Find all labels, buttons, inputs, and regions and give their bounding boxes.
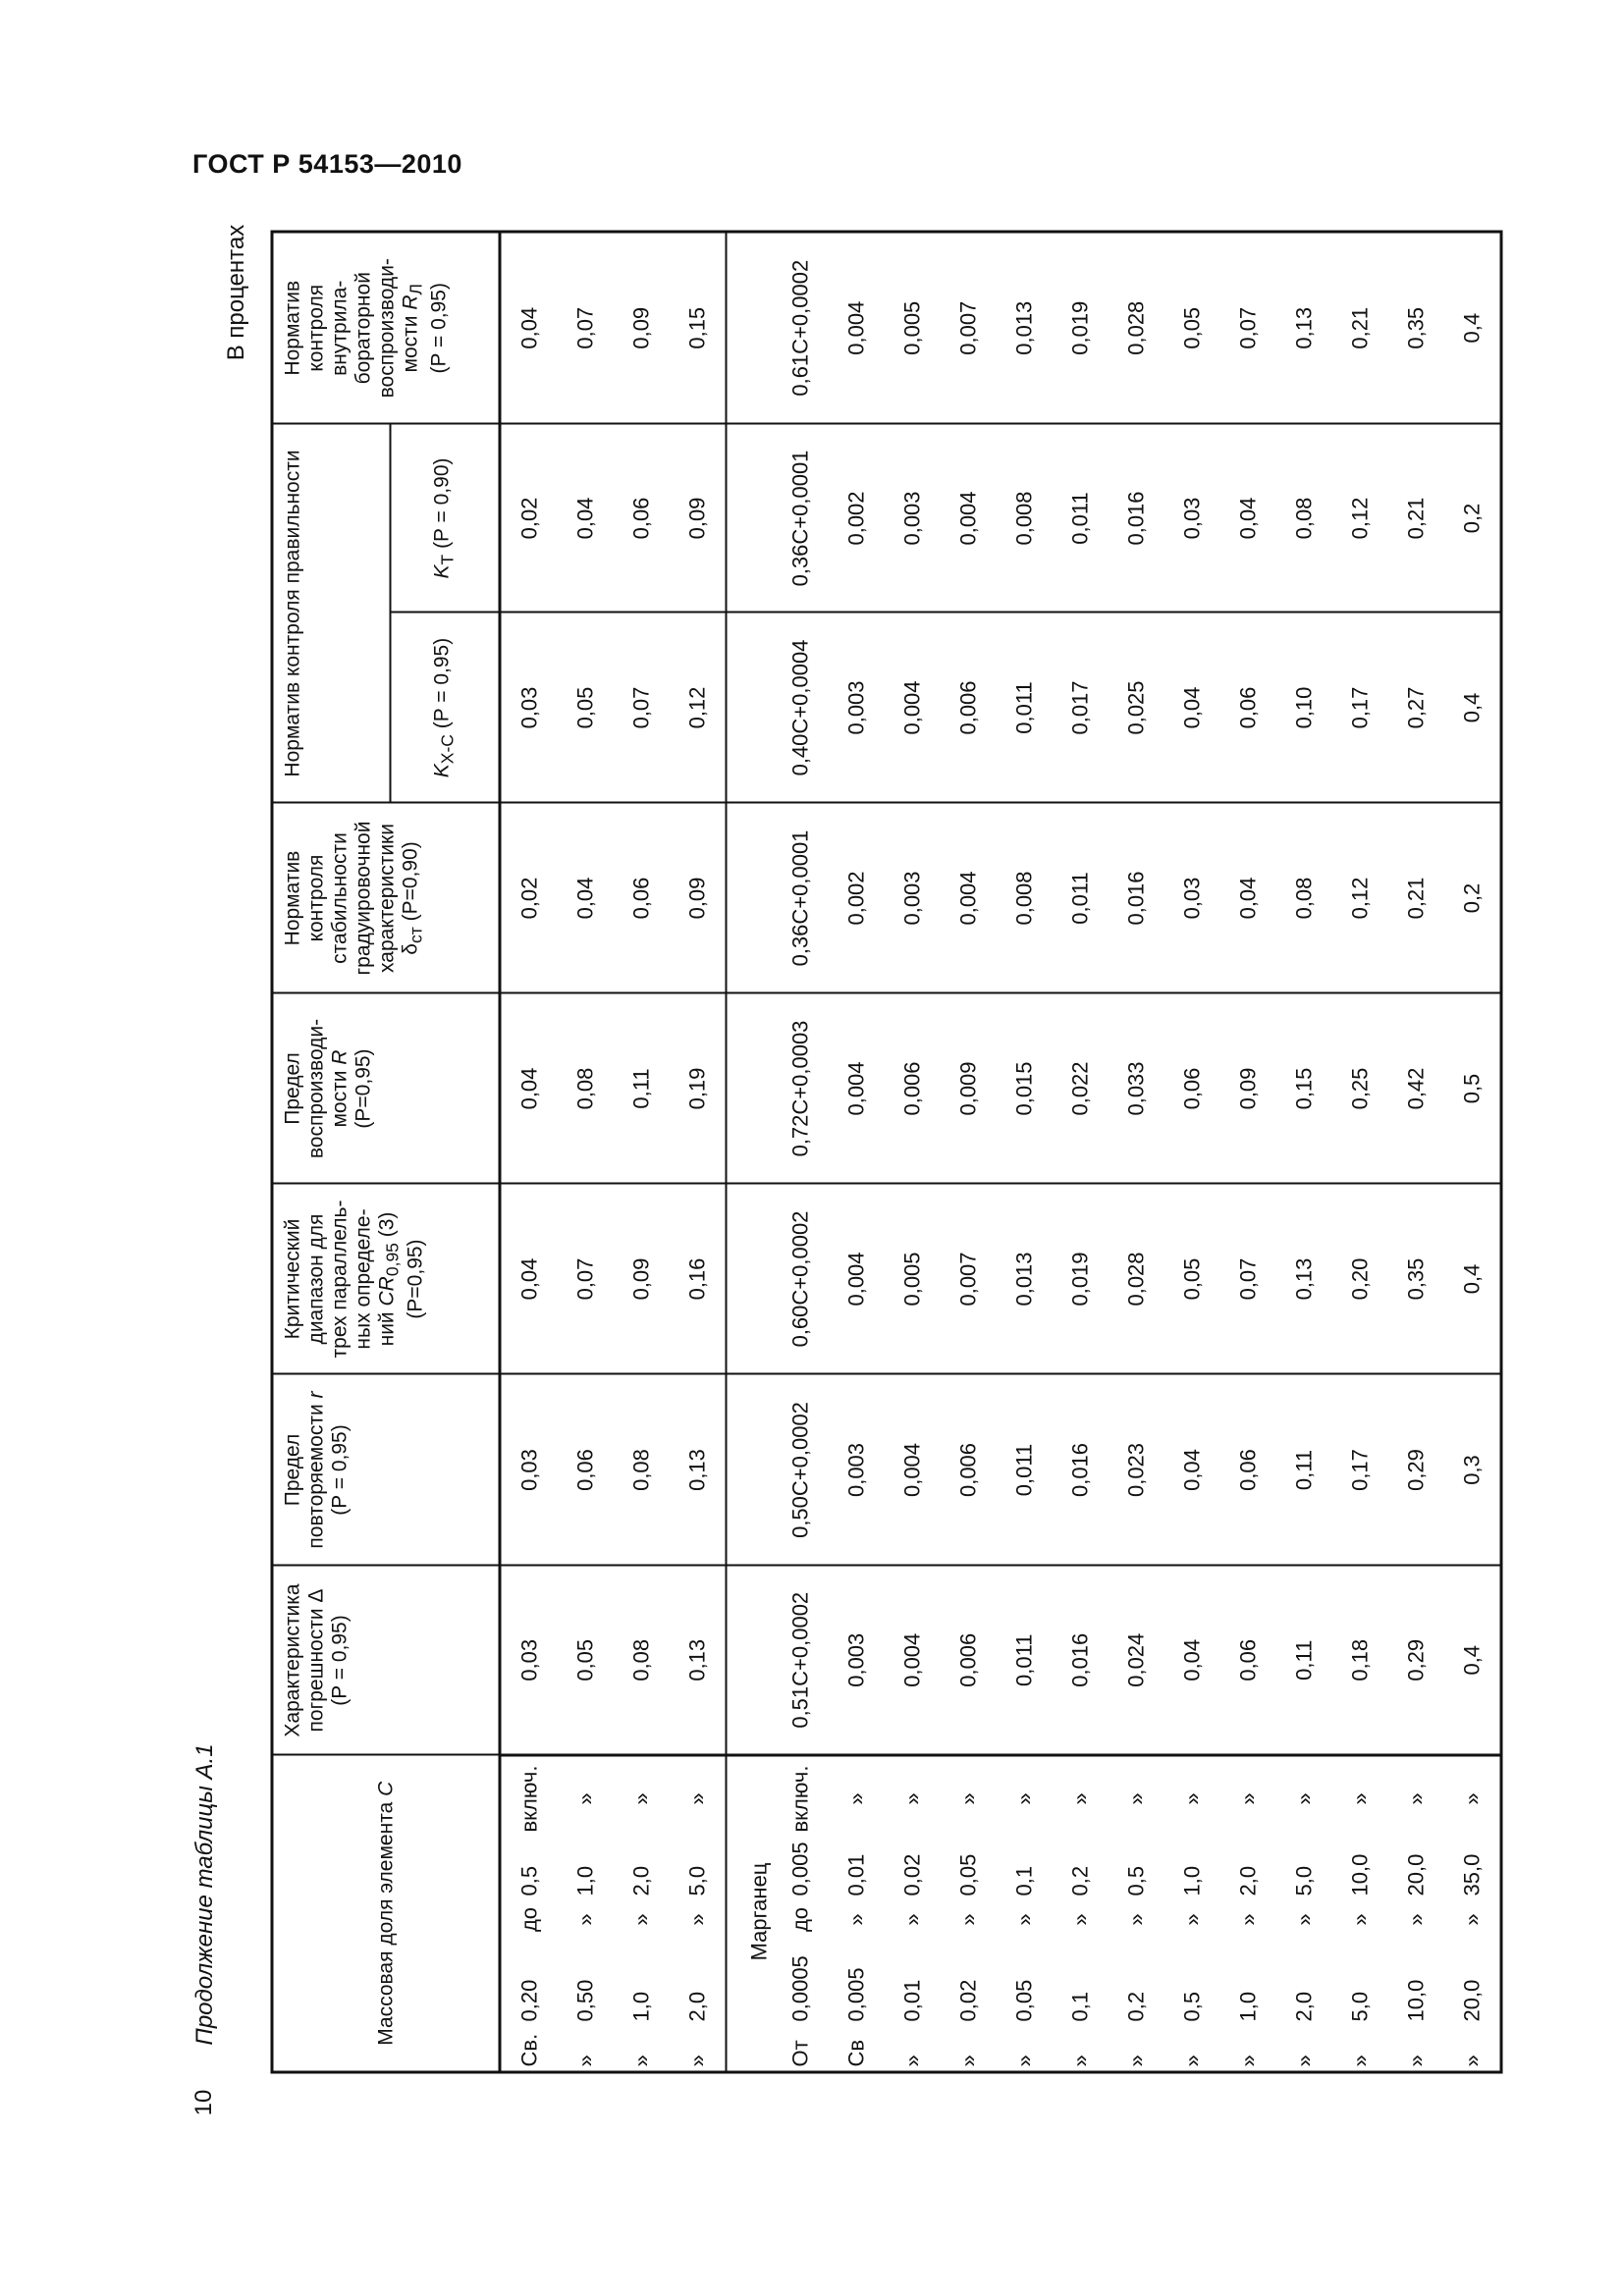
value-cell: 0,21 [1387,803,1443,993]
range-part: 0,2 [1066,1865,1092,1896]
value-cell: 0,003 [828,1374,884,1566]
range-part: 0,1 [1010,1865,1036,1896]
value-cell: 0,003 [828,1566,884,1755]
value-cell: 0,004 [828,993,884,1184]
range-part: » [1178,1912,1204,1926]
value-cell: 0,13 [1275,231,1331,423]
mass-fraction-range [1108,1755,1163,2072]
value-cell: 0,08 [1275,803,1331,993]
range-part: » [842,1912,868,1926]
value-cell: 0,07 [557,1184,613,1374]
table-row [1163,231,1219,2071]
range-part: » [1178,2054,1204,2066]
range-part: 0,02 [954,1979,980,2021]
range-part: » [842,1791,868,1805]
range-part: Св [842,2039,868,2066]
value-cell: 0,011 [996,1566,1052,1755]
range-part: » [1010,1912,1036,1926]
value-cell: 0,08 [613,1374,669,1566]
value-cell: 0,003 [884,803,940,993]
mass-fraction-range [828,1755,884,2072]
value-cell: 0,019 [1052,1184,1108,1374]
value-cell: 0,09 [613,1184,669,1374]
value-cell: 0,19 [669,993,726,1184]
value-cell: 0,40C+0,0004 [772,613,828,803]
header-accuracy-group: Норматив контроля правильности [272,423,391,802]
range-part: 0,20 [515,1979,541,2021]
range-part: 5,0 [1346,1991,1372,2021]
empty-cell [726,1184,772,1374]
range-part: до [786,1906,812,1932]
value-cell: 0,07 [557,231,613,423]
empty-cell [726,993,772,1184]
range-part: » [1458,1912,1484,1926]
value-cell: 0,03 [500,1566,558,1755]
range-part: до [515,1906,541,1932]
value-cell: 0,09 [669,803,726,993]
range-part: 0,01 [898,1979,924,2021]
empty-cell [726,1566,772,1755]
range-part: » [683,1791,709,1805]
value-cell: 0,10 [1275,613,1331,803]
range-part: 0,0005 [786,1954,812,2021]
value-cell: 0,25 [1331,993,1387,1184]
range-part: 0,5 [1122,1865,1148,1896]
value-cell: 0,007 [940,1184,996,1374]
value-cell: 0,013 [996,231,1052,423]
value-cell: 0,002 [828,803,884,993]
value-cell: 0,006 [940,1374,996,1566]
range-part: » [1122,2054,1148,2066]
range-part: 0,05 [954,1853,980,1896]
table-row [557,231,613,2071]
rotated-table-container [270,233,1517,2073]
value-cell: 0,011 [996,1374,1052,1566]
value-cell: 0,04 [557,803,613,993]
range-part: » [898,2054,924,2066]
value-cell: 0,08 [613,1566,669,1755]
range-part: 1,0 [1234,1991,1260,2021]
value-cell: 0,006 [884,993,940,1184]
mass-fraction-range [940,1755,996,2072]
range-part: » [627,1912,653,1926]
value-cell: 0,05 [557,1566,613,1755]
mass-fraction-range [996,1755,1052,2072]
page-number: 10 [190,2089,217,2116]
range-part: » [1178,1791,1204,1805]
empty-cell [726,803,772,993]
range-part: 20,0 [1458,1979,1484,2021]
value-cell: 0,05 [1163,1184,1219,1374]
value-cell: 0,16 [669,1184,726,1374]
mass-fraction-range [1052,1755,1108,2072]
value-cell: 0,17 [1331,613,1387,803]
range-part: 2,0 [1290,1991,1316,2021]
value-cell: 0,08 [557,993,613,1184]
range-part: » [954,2054,980,2066]
value-cell: 0,005 [884,231,940,423]
value-cell: 0,36C+0,0001 [772,803,828,993]
range-part: » [1234,1912,1260,1926]
range-part: » [1066,1912,1092,1926]
header-reproducibility: Предел воспроизводи- мости R (P=0,95) [272,993,500,1184]
value-cell: 0,09 [669,423,726,612]
value-cell: 0,028 [1108,1184,1163,1374]
value-cell: 0,004 [884,613,940,803]
value-cell: 0,60C+0,0002 [772,1184,828,1374]
range-part: 1,0 [1178,1865,1204,1896]
value-cell: 0,06 [1219,1566,1275,1755]
range-part: 2,0 [1234,1865,1260,1896]
value-cell: 0,03 [500,1374,558,1566]
value-cell: 0,05 [557,613,613,803]
value-cell: 0,4 [1443,613,1501,803]
value-cell: 0,004 [884,1374,940,1566]
value-cell: 0,002 [828,423,884,612]
value-cell: 0,13 [1275,1184,1331,1374]
range-part: » [1402,1791,1428,1805]
value-cell: 0,12 [669,613,726,803]
range-part: » [1290,2054,1316,2066]
value-cell: 0,017 [1052,613,1108,803]
value-cell: 0,29 [1387,1374,1443,1566]
value-cell: 0,07 [613,613,669,803]
value-cell: 0,03 [1163,423,1219,612]
value-cell: 0,29 [1387,1566,1443,1755]
value-cell: 0,05 [1163,231,1219,423]
section-label: Марганец [726,1755,772,2072]
value-cell: 0,11 [613,993,669,1184]
value-cell: 0,15 [1275,993,1331,1184]
range-part: 0,5 [1178,1991,1204,2021]
value-cell: 0,15 [669,231,726,423]
mass-fraction-range [772,1755,828,2072]
value-cell: 0,003 [884,423,940,612]
range-part: 2,0 [683,1991,709,2021]
table-row [1331,231,1387,2071]
value-cell: 0,033 [1108,993,1163,1184]
empty-cell [726,231,772,423]
value-cell: 0,013 [996,1184,1052,1374]
value-cell: 0,09 [1219,993,1275,1184]
value-cell: 0,004 [940,423,996,612]
value-cell: 0,27 [1387,613,1443,803]
range-part: 0,005 [842,1966,868,2021]
range-part: » [1402,2054,1428,2066]
range-part: » [571,1912,597,1926]
value-cell: 0,21 [1387,423,1443,612]
value-cell: 0,025 [1108,613,1163,803]
value-cell: 0,18 [1331,1566,1387,1755]
range-part: » [1346,1912,1372,1926]
value-cell: 0,08 [1275,423,1331,612]
range-part: » [954,1912,980,1926]
value-cell: 0,4 [1443,231,1501,423]
value-cell: 0,04 [557,423,613,612]
empty-cell [726,1374,772,1566]
table-header [272,231,500,2071]
table-row [884,231,940,2071]
value-cell: 0,11 [1275,1374,1331,1566]
value-cell: 0,4 [1443,1566,1501,1755]
range-part: » [683,1912,709,1926]
data-table [270,230,1502,2073]
range-part: » [1290,1791,1316,1805]
range-part: 0,50 [571,1979,597,2021]
range-part: » [1290,1912,1316,1926]
value-cell: 0,3 [1443,1374,1501,1566]
value-cell: 0,06 [1219,1374,1275,1566]
range-part: 0,02 [898,1853,924,1896]
value-cell: 0,007 [940,231,996,423]
mass-fraction-range [613,1755,669,2072]
range-part: » [1458,2054,1484,2066]
header-repeatability: Предел повторяемости r (P = 0,95) [272,1374,500,1566]
value-cell: 0,12 [1331,423,1387,612]
value-cell: 0,13 [669,1566,726,1755]
value-cell: 0,42 [1387,993,1443,1184]
value-cell: 0,35 [1387,1184,1443,1374]
mass-fraction-range [500,1755,558,2072]
value-cell: 0,028 [1108,231,1163,423]
value-cell: 0,02 [500,803,558,993]
value-cell: 0,016 [1052,1374,1108,1566]
table-row [1443,231,1501,2071]
value-cell: 0,04 [1219,803,1275,993]
value-cell: 0,21 [1331,231,1387,423]
value-cell: 0,61C+0,0002 [772,231,828,423]
value-cell: 0,005 [884,1184,940,1374]
range-part: » [1010,1791,1036,1805]
range-part: » [1066,2054,1092,2066]
range-part: » [683,2054,709,2066]
range-part: 1,0 [627,1991,653,2021]
table-row [1219,231,1275,2071]
value-cell: 0,4 [1443,1184,1501,1374]
table-row [1108,231,1163,2071]
range-part: » [954,1791,980,1805]
value-cell: 0,006 [940,613,996,803]
table-row [669,231,726,2071]
table-row [1387,231,1443,2071]
value-cell: 0,20 [1331,1184,1387,1374]
header-error: Характеристика погрешности Δ (P = 0,95) [272,1566,500,1755]
value-cell: 0,04 [1163,1374,1219,1566]
mass-fraction-range [1387,1755,1443,2072]
range-part: 35,0 [1458,1853,1484,1896]
header-mass-fraction: Массовая доля элемента C [272,1755,500,2072]
value-cell: 0,02 [500,423,558,612]
range-part: » [898,1791,924,1805]
value-cell: 0,004 [828,1184,884,1374]
mass-fraction-range [1331,1755,1387,2072]
value-cell: 0,011 [1052,803,1108,993]
range-part: 10,0 [1402,1979,1428,2021]
range-part: » [1458,1791,1484,1805]
range-part: » [1122,1791,1148,1805]
value-cell: 0,003 [828,613,884,803]
mass-fraction-range [557,1755,613,2072]
value-cell: 0,008 [996,423,1052,612]
value-cell: 0,2 [1443,423,1501,612]
range-part: 0,05 [1010,1979,1036,2021]
mass-fraction-range [1219,1755,1275,2072]
range-part: » [1234,1791,1260,1805]
range-part: » [1066,1791,1092,1805]
header-kt: $K_Т$ (P = 0,90) [390,423,500,612]
value-cell: 0,72C+0,0003 [772,993,828,1184]
range-part: 20,0 [1402,1853,1428,1896]
range-part: » [571,2054,597,2066]
value-cell: 0,06 [1163,993,1219,1184]
table-row [772,231,828,2071]
value-cell: 0,006 [940,1566,996,1755]
value-cell: 0,022 [1052,993,1108,1184]
range-part: 10,0 [1346,1853,1372,1896]
table-row [996,231,1052,2071]
value-cell: 0,04 [500,231,558,423]
section-row [726,231,772,2071]
range-part: » [1346,1791,1372,1805]
range-part: » [571,1791,597,1805]
header-intralab: Норматив контроля внутрила- бораторной воспроизводи- мости $R_Л$ (P = 0,95) [272,231,500,423]
value-cell: 0,016 [1108,803,1163,993]
value-cell: 0,016 [1052,1566,1108,1755]
empty-cell [726,423,772,612]
range-part: » [1346,2054,1372,2066]
value-cell: 0,04 [500,993,558,1184]
value-cell: 0,06 [613,803,669,993]
value-cell: 0,04 [1163,613,1219,803]
table-row [828,231,884,2071]
range-part: » [1122,1912,1148,1926]
value-cell: 0,09 [613,231,669,423]
value-cell: 0,13 [669,1374,726,1566]
table-row [500,231,558,2071]
range-part: 2,0 [627,1865,653,1896]
value-cell: 0,12 [1331,803,1387,993]
value-cell: 0,11 [1275,1566,1331,1755]
value-cell: 0,03 [500,613,558,803]
value-cell: 0,03 [1163,803,1219,993]
value-cell: 0,51C+0,0002 [772,1566,828,1755]
range-part: » [1402,1912,1428,1926]
value-cell: 0,004 [828,231,884,423]
value-cell: 0,50C+0,0002 [772,1374,828,1566]
value-cell: 0,024 [1108,1566,1163,1755]
table-row [613,231,669,2071]
value-cell: 0,5 [1443,993,1501,1184]
mass-fraction-range [884,1755,940,2072]
units-note: В процентах [223,224,249,361]
range-part: включ. [515,1765,541,1832]
table-row [1275,231,1331,2071]
table-caption: Продолжение таблицы А.1 [191,1743,218,2046]
value-cell: 0,06 [1219,613,1275,803]
value-cell: 0,07 [1219,231,1275,423]
range-part: 0,1 [1066,1991,1092,2021]
value-cell: 0,009 [940,993,996,1184]
header-kxc: $K_{Х-С}$ (P = 0,95) [390,613,500,803]
range-part: От [786,2039,812,2066]
range-part: Св. [515,2033,541,2066]
value-cell: 0,2 [1443,803,1501,993]
mass-fraction-range [1163,1755,1219,2072]
value-cell: 0,36C+0,0001 [772,423,828,612]
value-cell: 0,06 [613,423,669,612]
range-part: 0,5 [515,1865,541,1896]
range-part: 5,0 [1290,1865,1316,1896]
empty-cell [726,613,772,803]
value-cell: 0,023 [1108,1374,1163,1566]
range-part: » [1010,2054,1036,2066]
value-cell: 0,004 [940,803,996,993]
range-part: » [627,2054,653,2066]
range-part: » [1234,2054,1260,2066]
range-part: » [898,1912,924,1926]
mass-fraction-range [1275,1755,1331,2072]
value-cell: 0,019 [1052,231,1108,423]
value-cell: 0,008 [996,803,1052,993]
table-row [940,231,996,2071]
table-row [1052,231,1108,2071]
value-cell: 0,011 [996,613,1052,803]
range-part: 0,01 [842,1853,868,1896]
range-part: » [627,1791,653,1805]
header-stability: Норматив контроля стабильности градуировочной характеристики $\delta_{ст}$ (P=0,90) [272,803,500,993]
value-cell: 0,07 [1219,1184,1275,1374]
range-part: 0,2 [1122,1991,1148,2021]
value-cell: 0,015 [996,993,1052,1184]
value-cell: 0,016 [1108,423,1163,612]
value-cell: 0,04 [1219,423,1275,612]
value-cell: 0,17 [1331,1374,1387,1566]
document-title: ГОСТ Р 54153—2010 [192,149,462,179]
range-part: 1,0 [571,1865,597,1896]
mass-fraction-range [1443,1755,1501,2072]
value-cell: 0,04 [1163,1566,1219,1755]
range-part: включ. [786,1765,812,1832]
table-body [500,231,1501,2071]
value-cell: 0,004 [884,1566,940,1755]
range-part: 0,005 [786,1841,812,1896]
value-cell: 0,04 [500,1184,558,1374]
header-critical-range: Критический диапазон для трех параллель- ных определе- ний $CR_{0,95}$ (3) (P=0,95) [272,1184,500,1374]
range-part: 5,0 [683,1865,709,1896]
value-cell: 0,35 [1387,231,1443,423]
value-cell: 0,011 [1052,423,1108,612]
value-cell: 0,06 [557,1374,613,1566]
mass-fraction-range [669,1755,726,2072]
